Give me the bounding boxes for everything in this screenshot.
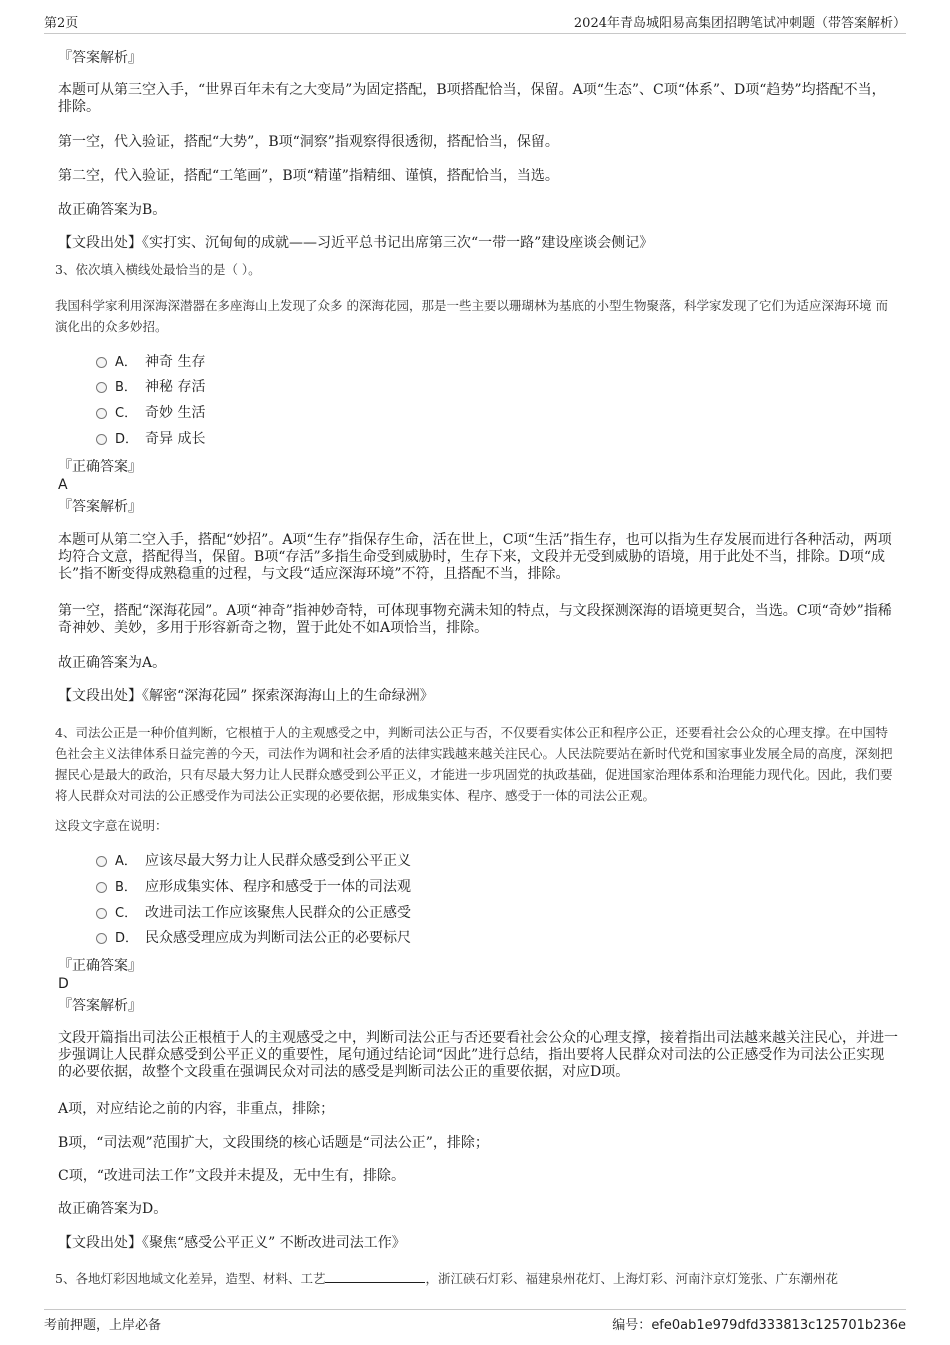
document-title: 2024年青岛城阳易高集团招聘笔试冲刺题（带答案解析） — [573, 16, 906, 31]
q4-answer: D — [58, 976, 69, 992]
q5-stem-after: ，浙江硖石灯彩、福建泉州花灯、上海灯彩、河南汴京灯笼张、广东潮州花 — [425, 1271, 838, 1286]
q3-analysis-p1: 本题可从第二空入手，搭配“妙招”。A项“生存”指保存生命，活在世上，C项“生活”指生存，也可以指为生存发展而进行各种活动，两项均符合文意，搭配得当，保留。B项“存活”多指生命受到威胁时，生存下来，文段并无受到威胁的语境，用于此处不当，排除。D项“成长”指不断变得成熟稳重的过程，与文段“适应深海环境”不符，且搭配不当，排除。 — [58, 532, 892, 582]
radio-icon[interactable] — [96, 882, 107, 893]
q4-option-b[interactable]: B． 应形成集实体、程序和感受于一体的司法观 — [96, 878, 411, 897]
q4-option-d[interactable]: D． 民众感受理应成为判断司法公正的必要标尺 — [96, 929, 411, 948]
page-number: 第2页 — [44, 16, 79, 31]
q4-option-a[interactable]: A． 应该尽最大努力让人民群众感受到公平正义 — [96, 852, 411, 871]
document-code-value: efe0ab1e979dfd333813c125701b236e — [651, 1318, 906, 1333]
q2-analysis-p2: 第一空，代入验证，搭配“大势”，B项“洞察”指观察得很透彻，搭配恰当，保留。 — [58, 134, 559, 150]
q4-analysis-p2: A项，对应结论之前的内容，非重点，排除； — [58, 1101, 335, 1117]
q4-stem: 这段文字意在说明： — [55, 818, 168, 833]
footer-divider — [44, 1309, 906, 1310]
q2-analysis-p1: 本题可从第三空入手，“世界百年未有之大变局”为固定搭配，B项搭配恰当，保留。A项“生态”、C项“体系”、D项“趋势”均搭配不当，排除。 — [58, 82, 886, 115]
q3-option-a[interactable]: A． 神奇 生存 — [96, 353, 205, 372]
q3-source: 【文段出处】《解密“深海花园” 探索深海海山上的生命绿洲》 — [58, 688, 434, 704]
q4-conclusion: 故正确答案为D。 — [58, 1201, 168, 1217]
radio-icon[interactable] — [96, 357, 107, 368]
header-divider — [44, 33, 906, 34]
q5-stem-before: 5、各地灯彩因地域文化差异，造型、材料、工艺 — [55, 1271, 326, 1286]
radio-icon[interactable] — [96, 908, 107, 919]
page-header — [0, 0, 950, 34]
q2-analysis-label: 『答案解析』 — [58, 50, 142, 66]
q4-option-c[interactable]: C． 改进司法工作应该聚焦人民群众的公正感受 — [96, 904, 411, 923]
answer-blank — [325, 1272, 425, 1283]
radio-icon[interactable] — [96, 408, 107, 419]
q3-answer: A — [58, 477, 68, 493]
q4-analysis-label: 『答案解析』 — [58, 998, 142, 1014]
document-code-label: 编号： — [612, 1318, 652, 1333]
q2-source: 【文段出处】《实打实、沉甸甸的成就——习近平总书记出席第三次“一带一路”建设座谈会侧记》 — [58, 235, 654, 251]
q3-passage: 我国科学家利用深海深潜器在多座海山上发现了众多 的深海花园，那是一些主要以珊瑚林为基底的小型生物聚落，科学家发现了它们为适应深海环境 而演化出的众多妙招。 — [55, 298, 888, 334]
q4-source: 【文段出处】《聚焦“感受公平正义” 不断改进司法工作》 — [58, 1235, 406, 1251]
q3-stem: 3、依次填入横线处最恰当的是（ ）。 — [55, 262, 261, 277]
q3-answer-label: 『正确答案』 — [58, 459, 142, 475]
q2-analysis-p3: 第二空，代入验证，搭配“工笔画”，B项“精谨”指精细、谨慎，搭配恰当，当选。 — [58, 168, 559, 184]
radio-icon[interactable] — [96, 382, 107, 393]
radio-icon[interactable] — [96, 434, 107, 445]
q4-answer-label: 『正确答案』 — [58, 958, 142, 974]
q3-option-b[interactable]: B． 神秘 存活 — [96, 378, 205, 397]
q4-analysis-p4: C项，“改进司法工作”文段并未提及，无中生有，排除。 — [58, 1168, 406, 1184]
q5-stem — [55, 1268, 900, 1289]
q4-analysis-p3: B项，“司法观”范围扩大，文段围绕的核心话题是“司法公正”，排除； — [58, 1135, 489, 1151]
q3-option-d[interactable]: D． 奇异 成长 — [96, 430, 205, 449]
radio-icon[interactable] — [96, 856, 107, 867]
q3-analysis-label: 『答案解析』 — [58, 499, 142, 515]
q4-passage: 4、司法公正是一种价值判断，它根植于人的主观感受之中，判断司法公正与否，不仅要看实体公正和程序公正，还要看社会公众的心理支撑。在中国特色社会主义法律体系日益完善的今天，司法作为调和社会矛盾的法律实践越来越关注民心。人民法院要站在新时代党和国家事业发展全局的高度，深刻把握民心是最大的政治，只有尽最大努力让人民群众感受到公平正义，才能进一步巩固党的执政基础，促进国家治理体系和治理能力现代化。因此，我们要将人民群众对司法的公正感受作为司法公正实现的必要依据，形成集实体、程序、感受于一体的司法公正观。 — [55, 725, 893, 803]
document-code — [612, 1314, 906, 1333]
footer-slogan: 考前押题，上岸必备 — [44, 1318, 162, 1333]
q4-analysis-p1: 文段开篇指出司法公正根植于人的主观感受之中，判断司法公正与否还要看社会公众的心理支撑，接着指出司法越来越关注民心，并进一步强调让人民群众感受到公平正义的重要性，尾句通过结论词“因此”进行总结，指出要将人民群众对司法的公正感受作为司法公正实现的必要依据，故整个文段重在强调民众对司法的感受是判断司法公正的重要依据，对应D项。 — [58, 1030, 898, 1080]
q3-analysis-p2: 第一空，搭配“深海花园”。A项“神奇”指神妙奇特，可体现事物充满未知的特点，与文段探测深海的语境更契合，当选。C项“奇妙”指稀奇神妙、美妙，多用于形容新奇之物，置于此处不如A项恰当，排除。 — [58, 603, 892, 636]
q3-conclusion: 故正确答案为A。 — [58, 655, 167, 671]
q3-option-c[interactable]: C． 奇妙 生活 — [96, 404, 205, 423]
q2-conclusion: 故正确答案为B。 — [58, 202, 167, 218]
radio-icon[interactable] — [96, 933, 107, 944]
